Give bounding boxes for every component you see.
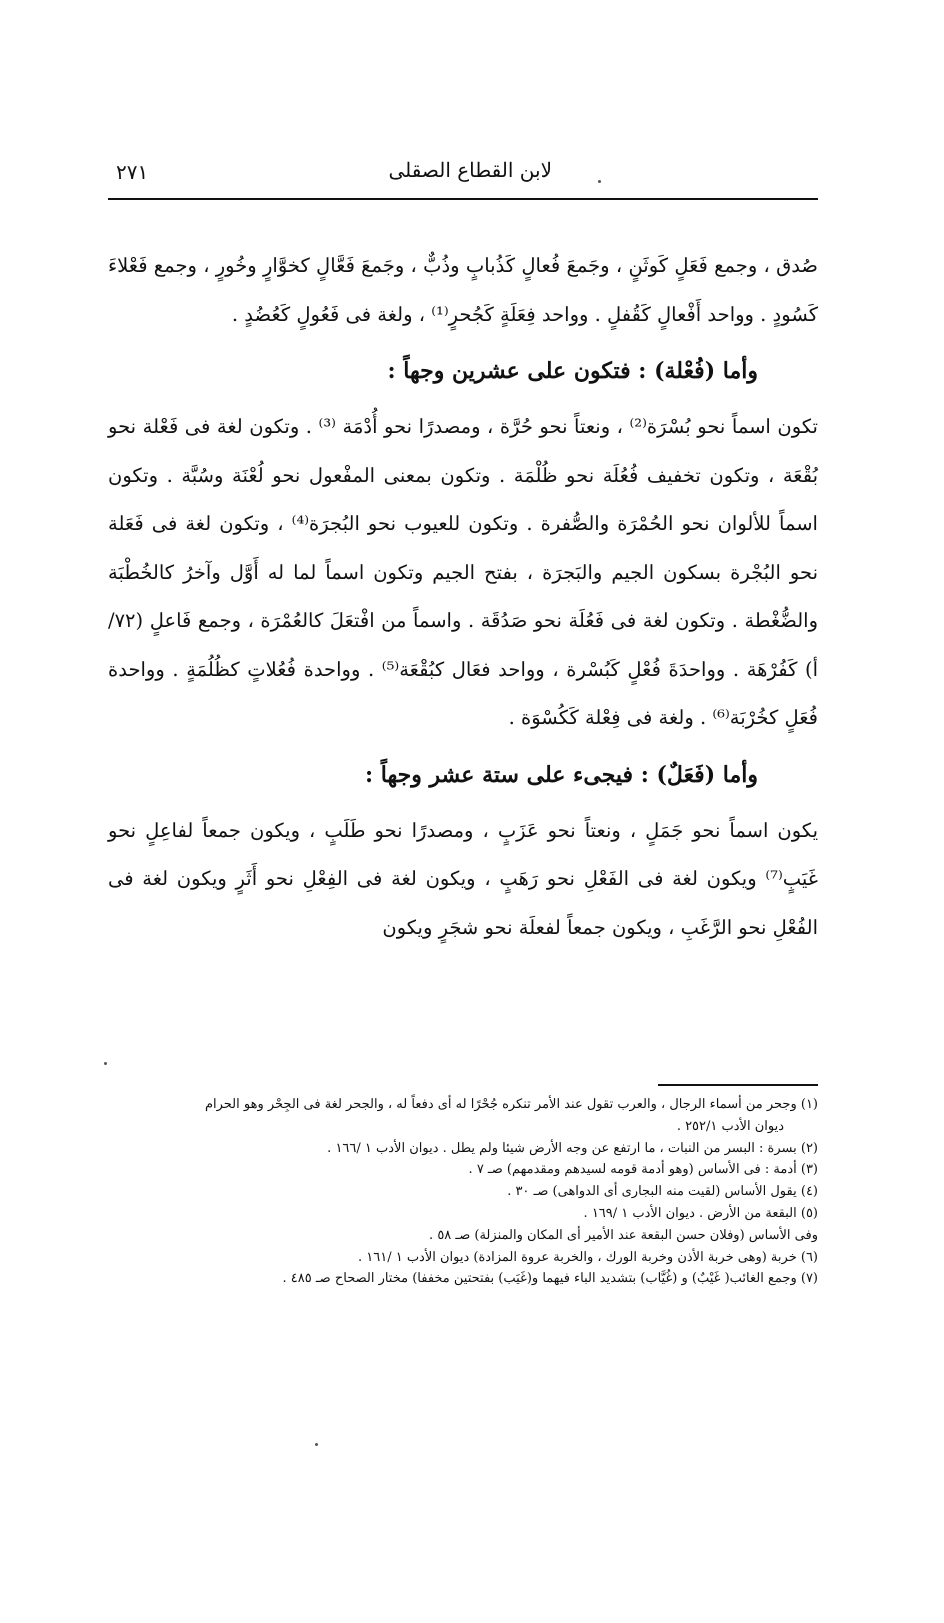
footnote-4: (٤) يقول الأساس (لقيت منه البجارى أى الدواهى) صـ ٣٠ . bbox=[507, 1184, 818, 1200]
footnotes bbox=[108, 1094, 818, 1290]
footnote-1: (١) وجحر من أسماء الرجال ، والعرب تقول عند الأمر تنكره جُحْرًا له أى دفعاً له ، والجحر لغة فى الجِحْر وهو الحرام bbox=[204, 1097, 818, 1112]
paragraph-3: يكون اسماً نحو جَمَلٍ ، ونعتاً نحو عَزَبٍ ، ومصدرًا نحو طَلَبٍ ، ويكون جمعاً لفاعِلٍ نحو غَيَبٍ⁽⁷⁾ ويكون لغة فى الفَعْلِ نحو رَهَبٍ ، ويكون لغة فى الفِعْلِ نحو أَثَرٍ ويكون لغة فى الفُعْلِ نحو الرَّغَبِ ، ويكون جمعاً لفعلَة نحو شجَرٍ ويكون bbox=[108, 818, 818, 939]
main-text bbox=[108, 242, 818, 952]
paragraph-2: تكون اسماً نحو بُسْرَة⁽²⁾ ، ونعتاً نحو حُرَّة ، ومصدرًا نحو أُدْمَة ⁽³⁾ . وتكون لغة فى فَعْلة نحو بُقْعَة ، وتكون تخفيف فُعُلَة نحو ظُلْمَة . وتكون بمعنى المفْعول نحو لُعْنَة وسُبَّة . وتكون اسماً للألوان نحو الحُمْرَة والصُّفرة . وتكون للعيوب نحو البُجرَة⁽⁴⁾ ، وتكون لغة فى فَعَلة نحو البُجْرة بسكون الجيم والبَجرَة ، بفتح الجيم وتكون اسماً لما له أَوَّل وآخرُ كالخُطْبَة والضُّغْطة . وتكون لغة فى فَعُلَة نحو صَدُقَة . واسماً من افْتعَلَ كالعُمْرَة ، وجمع فَاعلٍ (٧٢/ أ) كَفُرْهَة . وواحدَةَ فُعْلٍ كَبُسْرة ، وواحد فعَال كبُقْعَة⁽⁵⁾ . وواحدة فُعُلاتٍ كظُلُمَةٍ . وواحدة فُعَلٍ كخُرْبَة⁽⁶⁾ . ولغة فى فِعْلة كَكُسْوَة . bbox=[108, 415, 818, 729]
page-number: ٢٧١ bbox=[116, 160, 149, 184]
footnote-7: (٧) وجمع الغائب( غَيْبٌ) و (غُيَّاب) بتشديد الباء فيهما و(غَيَب) بفتحتين مخففا) مختار الصحاح صـ ٤٨٥ . bbox=[282, 1271, 818, 1287]
running-title: لابن القطاع الصقلى bbox=[388, 158, 552, 182]
footnote-5-extra: وفى الأساس (وفلان حسن البقعة عند الأمير أى المكان والمنزلة) صـ ٥٨ . bbox=[429, 1227, 818, 1243]
footnote-2: (٢) بسرة : البسر من النبات ، ما ارتفع عن وجه الأرض شيئا ولم يطل . ديوان الأدب ١ /١٦٦ . bbox=[327, 1140, 818, 1156]
scan-speck bbox=[598, 180, 601, 183]
footnote-6: (٦) خربة (وهى خربة الأذن وخربة الورك ، والخربة عروة المزادة) ديوان الأدب ١ /١٦١ . bbox=[357, 1249, 818, 1265]
section-heading-fula: وأما (فُعْلة) : فتكون على عشرين وجهاً : bbox=[387, 358, 758, 384]
scan-speck bbox=[315, 1443, 318, 1446]
footnote-3: (٣) أدمة : فى الأساس (وهو أدمة قومه لسيدهم ومقدمهم) صـ ٧ . bbox=[468, 1162, 818, 1178]
running-header bbox=[110, 158, 817, 194]
section-heading-faal: وأما (فَعَلٌ) : فيجىء على ستة عشر وجهاً : bbox=[365, 761, 758, 788]
footnote-separator bbox=[658, 1084, 818, 1086]
header-rule bbox=[108, 198, 818, 200]
paragraph-1: صُدق ، وجمع فَعَلٍ كَوثَنٍ ، وجَمعَ فُعالٍ كَذُبابٍ وذُبٌّ ، وجَمعَ فَعَّالٍ كخوَّارٍ وخُورٍ ، وجمع فَعْلاءَ كَسُودٍ . وواحد أَفْعالٍ كَقُفلٍ . وواحد فِعَلَةٍ كَجُحرٍ⁽¹⁾ ، ولغة فى فَعُولٍ كَعُضُدٍ . bbox=[108, 254, 818, 326]
scan-speck bbox=[104, 1062, 107, 1065]
footnote-1-continued: ديوان الأدب ٢٥٢/١ . bbox=[676, 1118, 784, 1134]
footnote-5: (٥) البقعة من الأرض . ديوان الأدب ١ /١٦٩ . bbox=[583, 1205, 818, 1221]
